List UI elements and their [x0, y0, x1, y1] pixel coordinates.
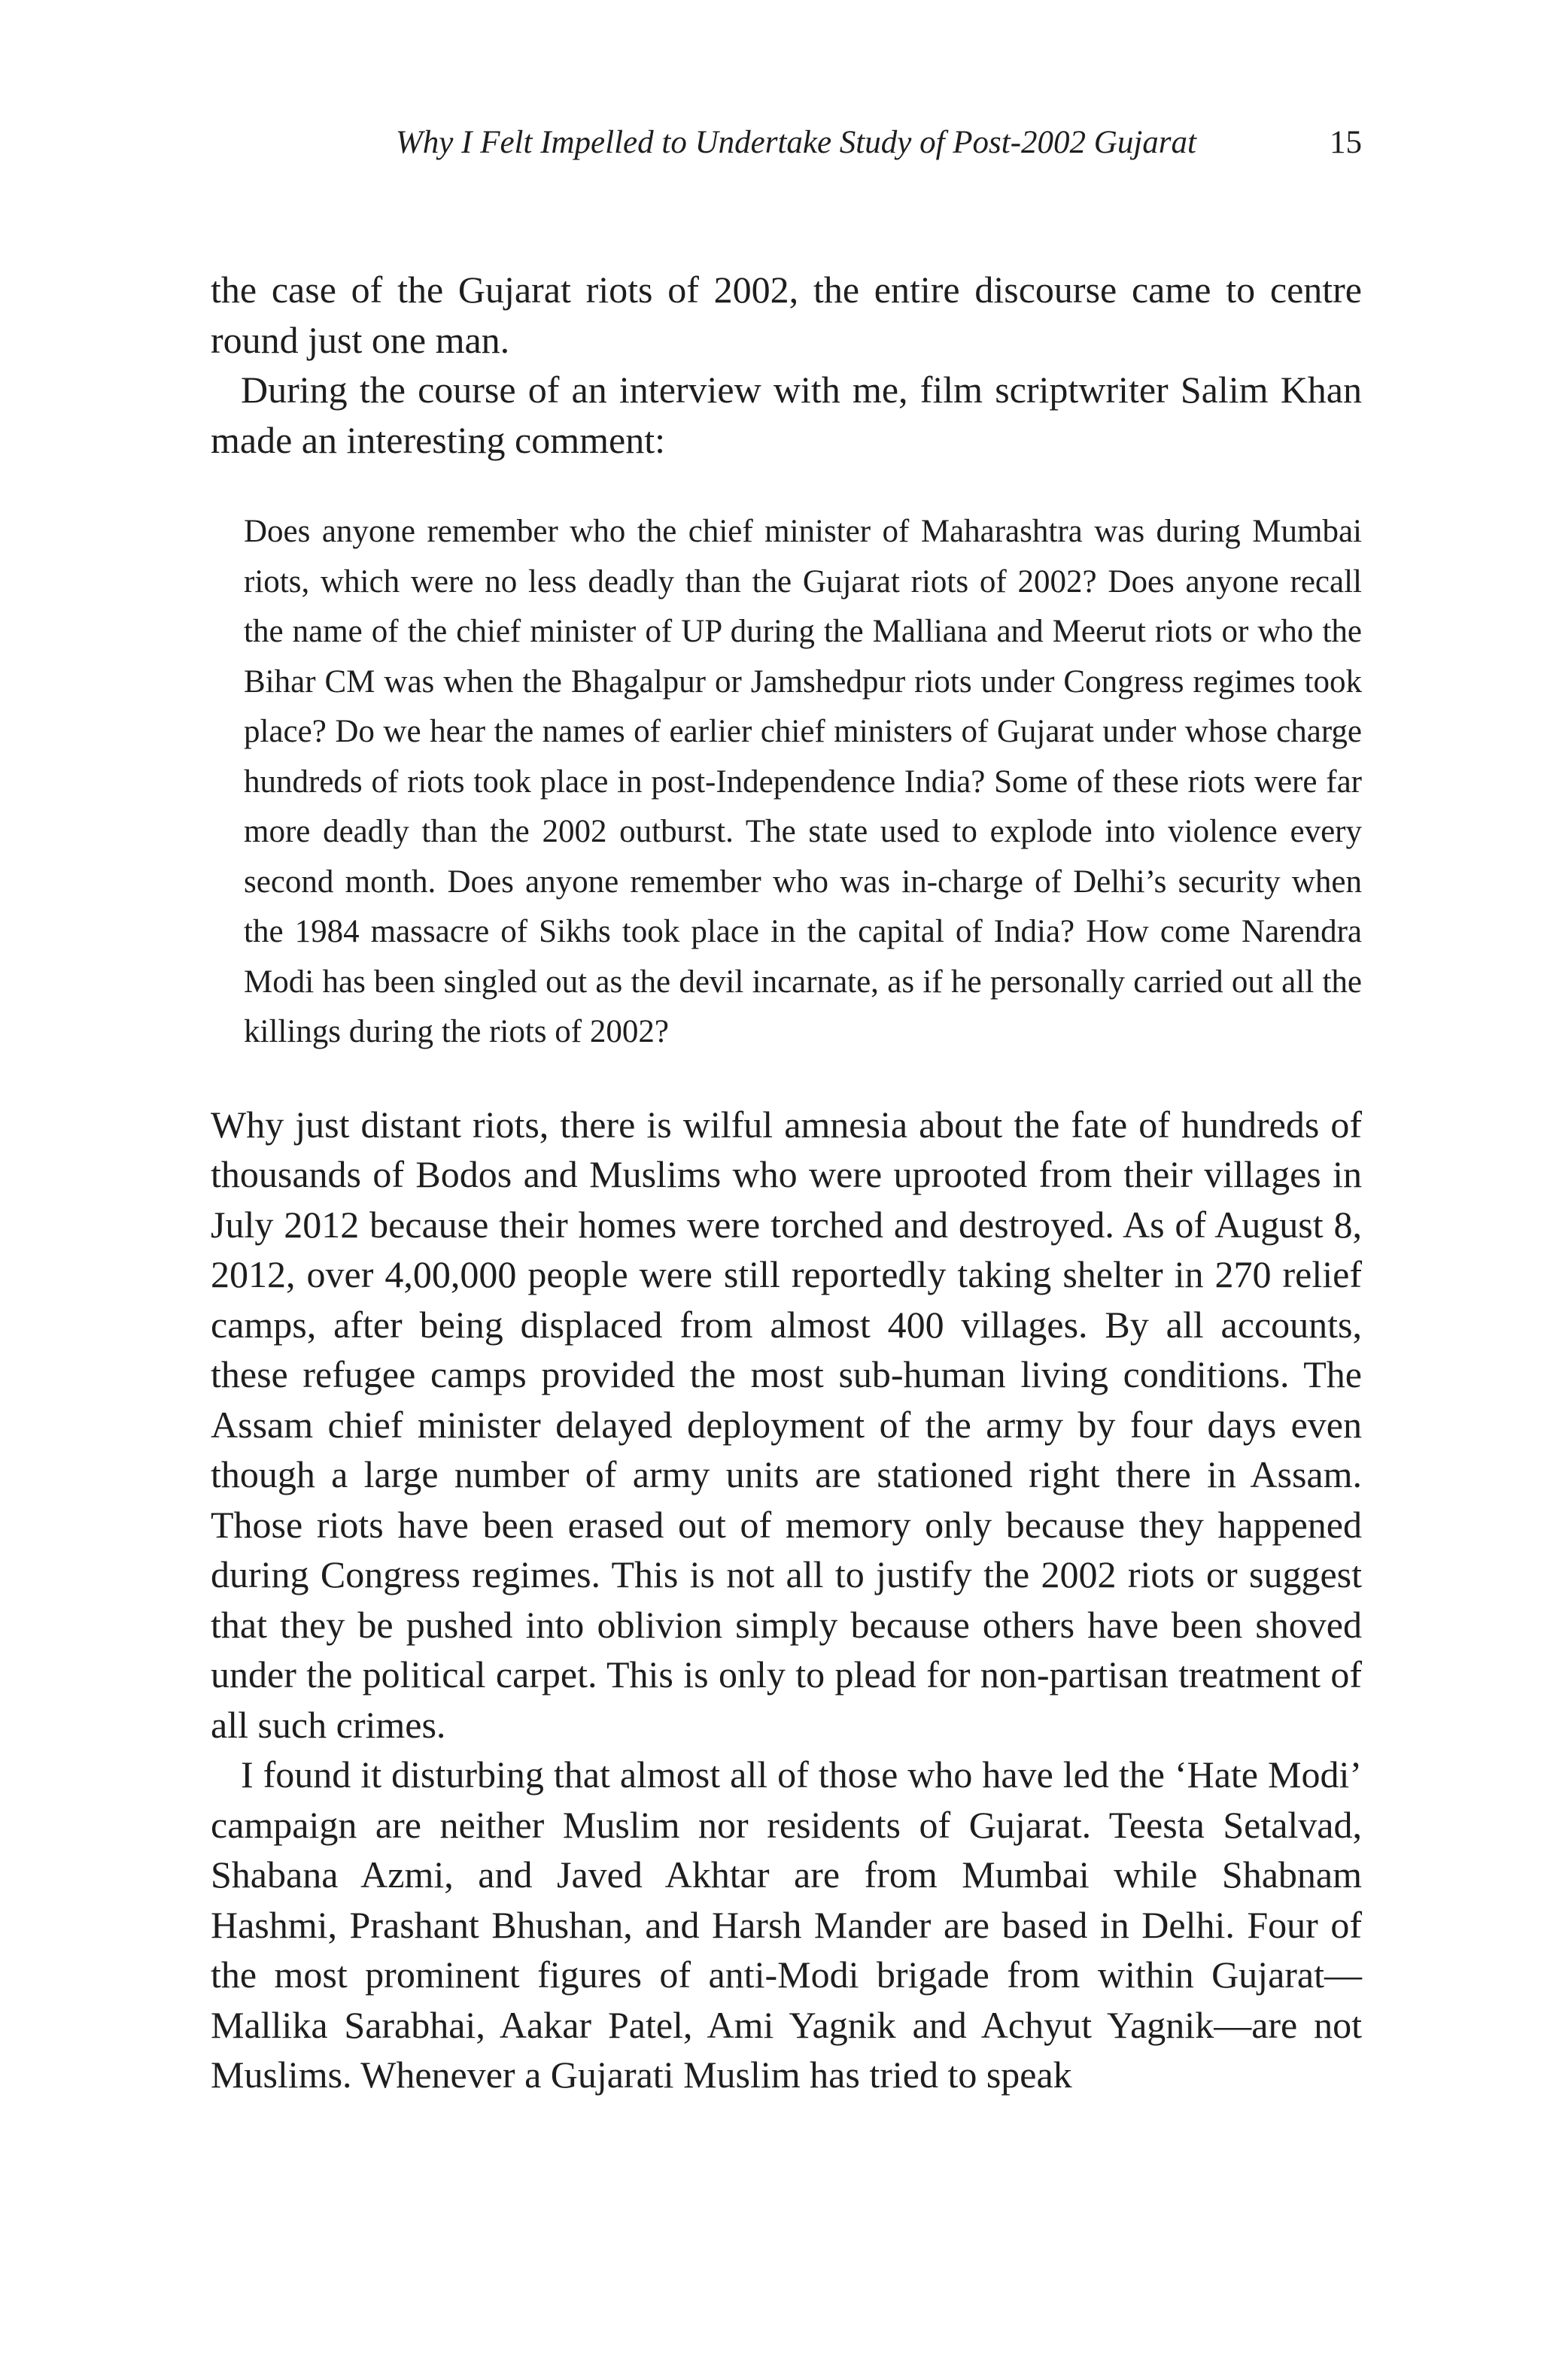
body-text	[211, 265, 1362, 2100]
running-head	[211, 120, 1362, 165]
running-title: Why I Felt Impelled to Undertake Study of Post-2002 Gujarat	[395, 125, 1196, 160]
paragraph-hate-modi-campaign: I found it disturbing that almost all of those who have led the ‘Hate Modi’ campaign are neither Muslim nor residents of Gujarat. Teesta Setalvad, Shabana Azmi, and Javed Akhtar are from Mumbai while Shabnam Hashmi, Prashant Bhushan, and Harsh Mander are based in Delhi. Four of the most prominent figures of anti-Modi brigade from within Gujarat—Mallika Sarabhai, Aakar Patel, Ami Yagnik and Achyut Yagnik—are not Muslims. Whenever a Gujarati Muslim has tried to speak	[211, 1753, 1362, 2096]
spacer	[211, 465, 1362, 507]
paragraph-interview-intro: During the course of an interview with me, film scriptwriter Salim Khan made an interesting comment:	[211, 369, 1362, 461]
page-number: 15	[1330, 125, 1362, 160]
spacer	[211, 1058, 1362, 1100]
block-quote: Does anyone remember who the chief minister of Maharashtra was during Mumbai riots, which were no less deadly than the Gujarat riots of 2002? Does anyone recall the name of the chief minister of UP during the Malliana and Meerut riots or who the Bihar CM was when the Bhagalpur or Jamshedpur riots under Congress regimes took place? Do we hear the names of earlier chief ministers of Gujarat under whose charge hundreds of riots took place in post-Independence India? Some of these riots were far more deadly than the 2002 outburst. The state used to explode into violence every second month. Does anyone remember who was in-charge of Delhi’s security when the 1984 massacre of Sikhs took place in the capital of India? How come Narendra Modi has been singled out as the devil incarnate, as if he personally carried out all the killings during the riots of 2002?	[244, 514, 1362, 1049]
paragraph-distant-riots: Why just distant riots, there is wilful amnesia about the fate of hundreds of thousands of Bodos and Muslims who were uprooted from their villages in July 2012 because their homes were torched and destroyed. As of August 8, 2012, over 4,00,000 people were still reportedly taking shelter in 270 relief camps, after being displaced from almost 400 villages. By all accounts, these refugee camps provided the most sub-human living conditions. The Assam chief minister delayed deployment of the army by four days even though a large number of army units are stationed right there in Assam. Those riots have been erased out of memory only because they happened during Congress regimes. This is not all to justify the 2002 riots or suggest that they be pushed into oblivion simply because others have been shoved under the political carpet. This is only to plead for non-partisan treatment of all such crimes.	[211, 1103, 1362, 1746]
paragraph-continuation: the case of the Gujarat riots of 2002, the entire discourse came to centre round just one man.	[211, 269, 1362, 361]
